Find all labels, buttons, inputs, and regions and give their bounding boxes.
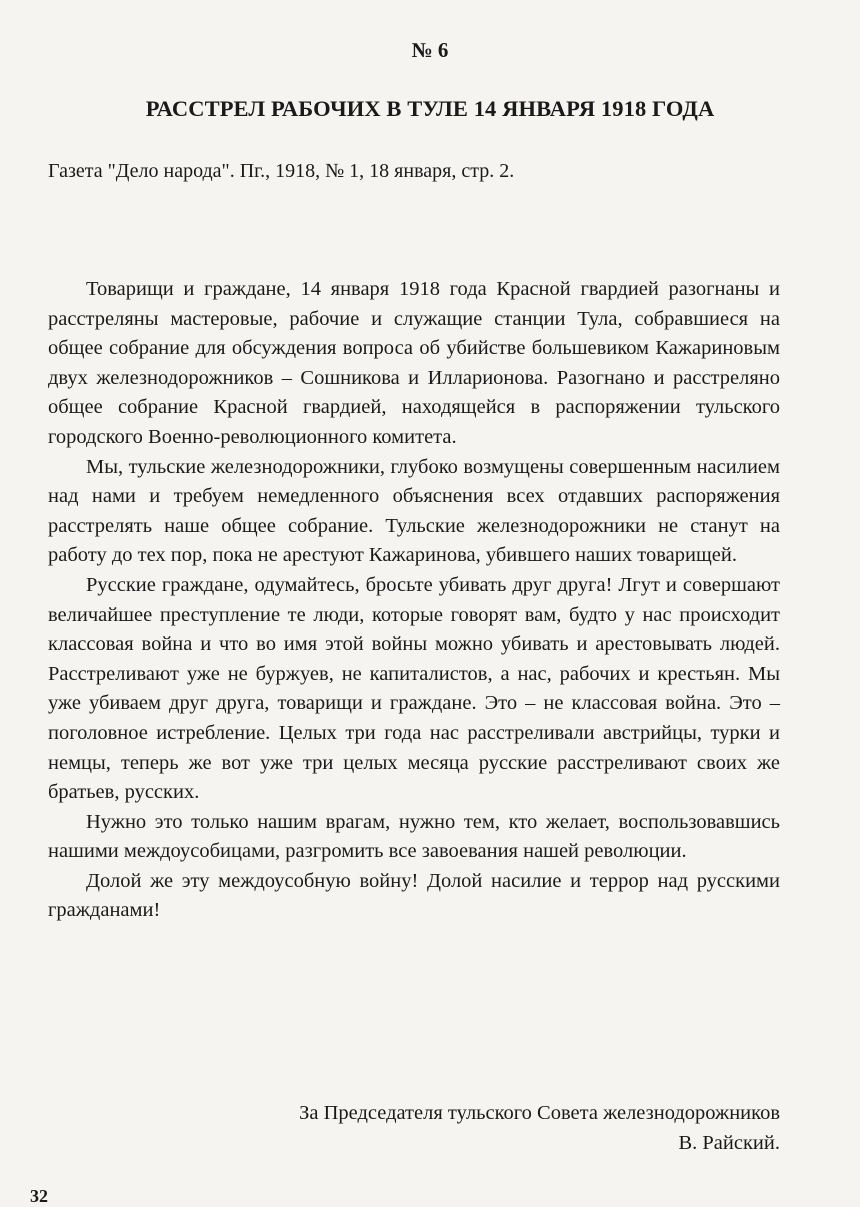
document-number: № 6 <box>411 38 449 62</box>
body-paragraph: Русские граждане, одумайтесь, бросьте убивать друг друга! Лгут и совершают величайшее преступление те люди, которые говорят вам, будто у нас происходит классовая война и что во имя этой войны можно убивать и арестовывать людей. Расстреливают уже не буржуев, не капиталистов, а нас, рабочих и крестьян. Мы уже убиваем друг друга, товарищи и граждане. Это – не классовая война. Это – поголовное истребление. Целых три года нас расстреливали австрийцы, турки и немцы, теперь же вот уже три целых месяца русские расстреливают своих же братьев, русских. <box>48 573 780 804</box>
document-source: Газета "Дело народа". Пг., 1918, № 1, 18 января, стр. 2. <box>48 160 515 182</box>
signature-line-1: За Председателя тульского Совета железнодорожников <box>299 1102 780 1124</box>
document-body <box>48 275 780 926</box>
document-title: РАССТРЕЛ РАБОЧИХ В ТУЛЕ 14 ЯНВАРЯ 1918 ГОДА <box>145 96 715 121</box>
body-paragraph: Мы, тульские железнодорожники, глубоко возмущены совершенным насилием над нами и требуем немедленного объяснения всех отдавших распоряжения расстрелять наше общее собрание. Тульские железнодорожники не станут на работу до тех пор, пока не арестуют Кажаринова, убившего наших товарищей. <box>48 455 780 567</box>
page-number: 32 <box>30 1186 48 1206</box>
body-paragraph: Нужно это только нашим врагам, нужно тем, кто желает, воспользовавшись нашими междоусобицами, разгромить все завоевания нашей революции. <box>48 810 780 863</box>
signature-line-2: В. Райский. <box>678 1132 780 1154</box>
signature-block <box>48 1098 780 1158</box>
body-paragraph: Долой же эту междоусобную войну! Долой насилие и террор над русскими гражданами! <box>48 869 780 922</box>
body-paragraph: Товарищи и граждане, 14 января 1918 года Красной гвардией разогнаны и расстреляны мастеровые, рабочие и служащие станции Тула, собравшиеся на общее собрание для обсуждения вопроса об убийстве большевиком Кажариновым двух железнодорожников – Сошникова и Илларионова. Разогнано и расстреляно общее собрание Красной гвардией, находящейся в распоряжении тульского городского Военно-революционного комитета. <box>48 278 780 448</box>
